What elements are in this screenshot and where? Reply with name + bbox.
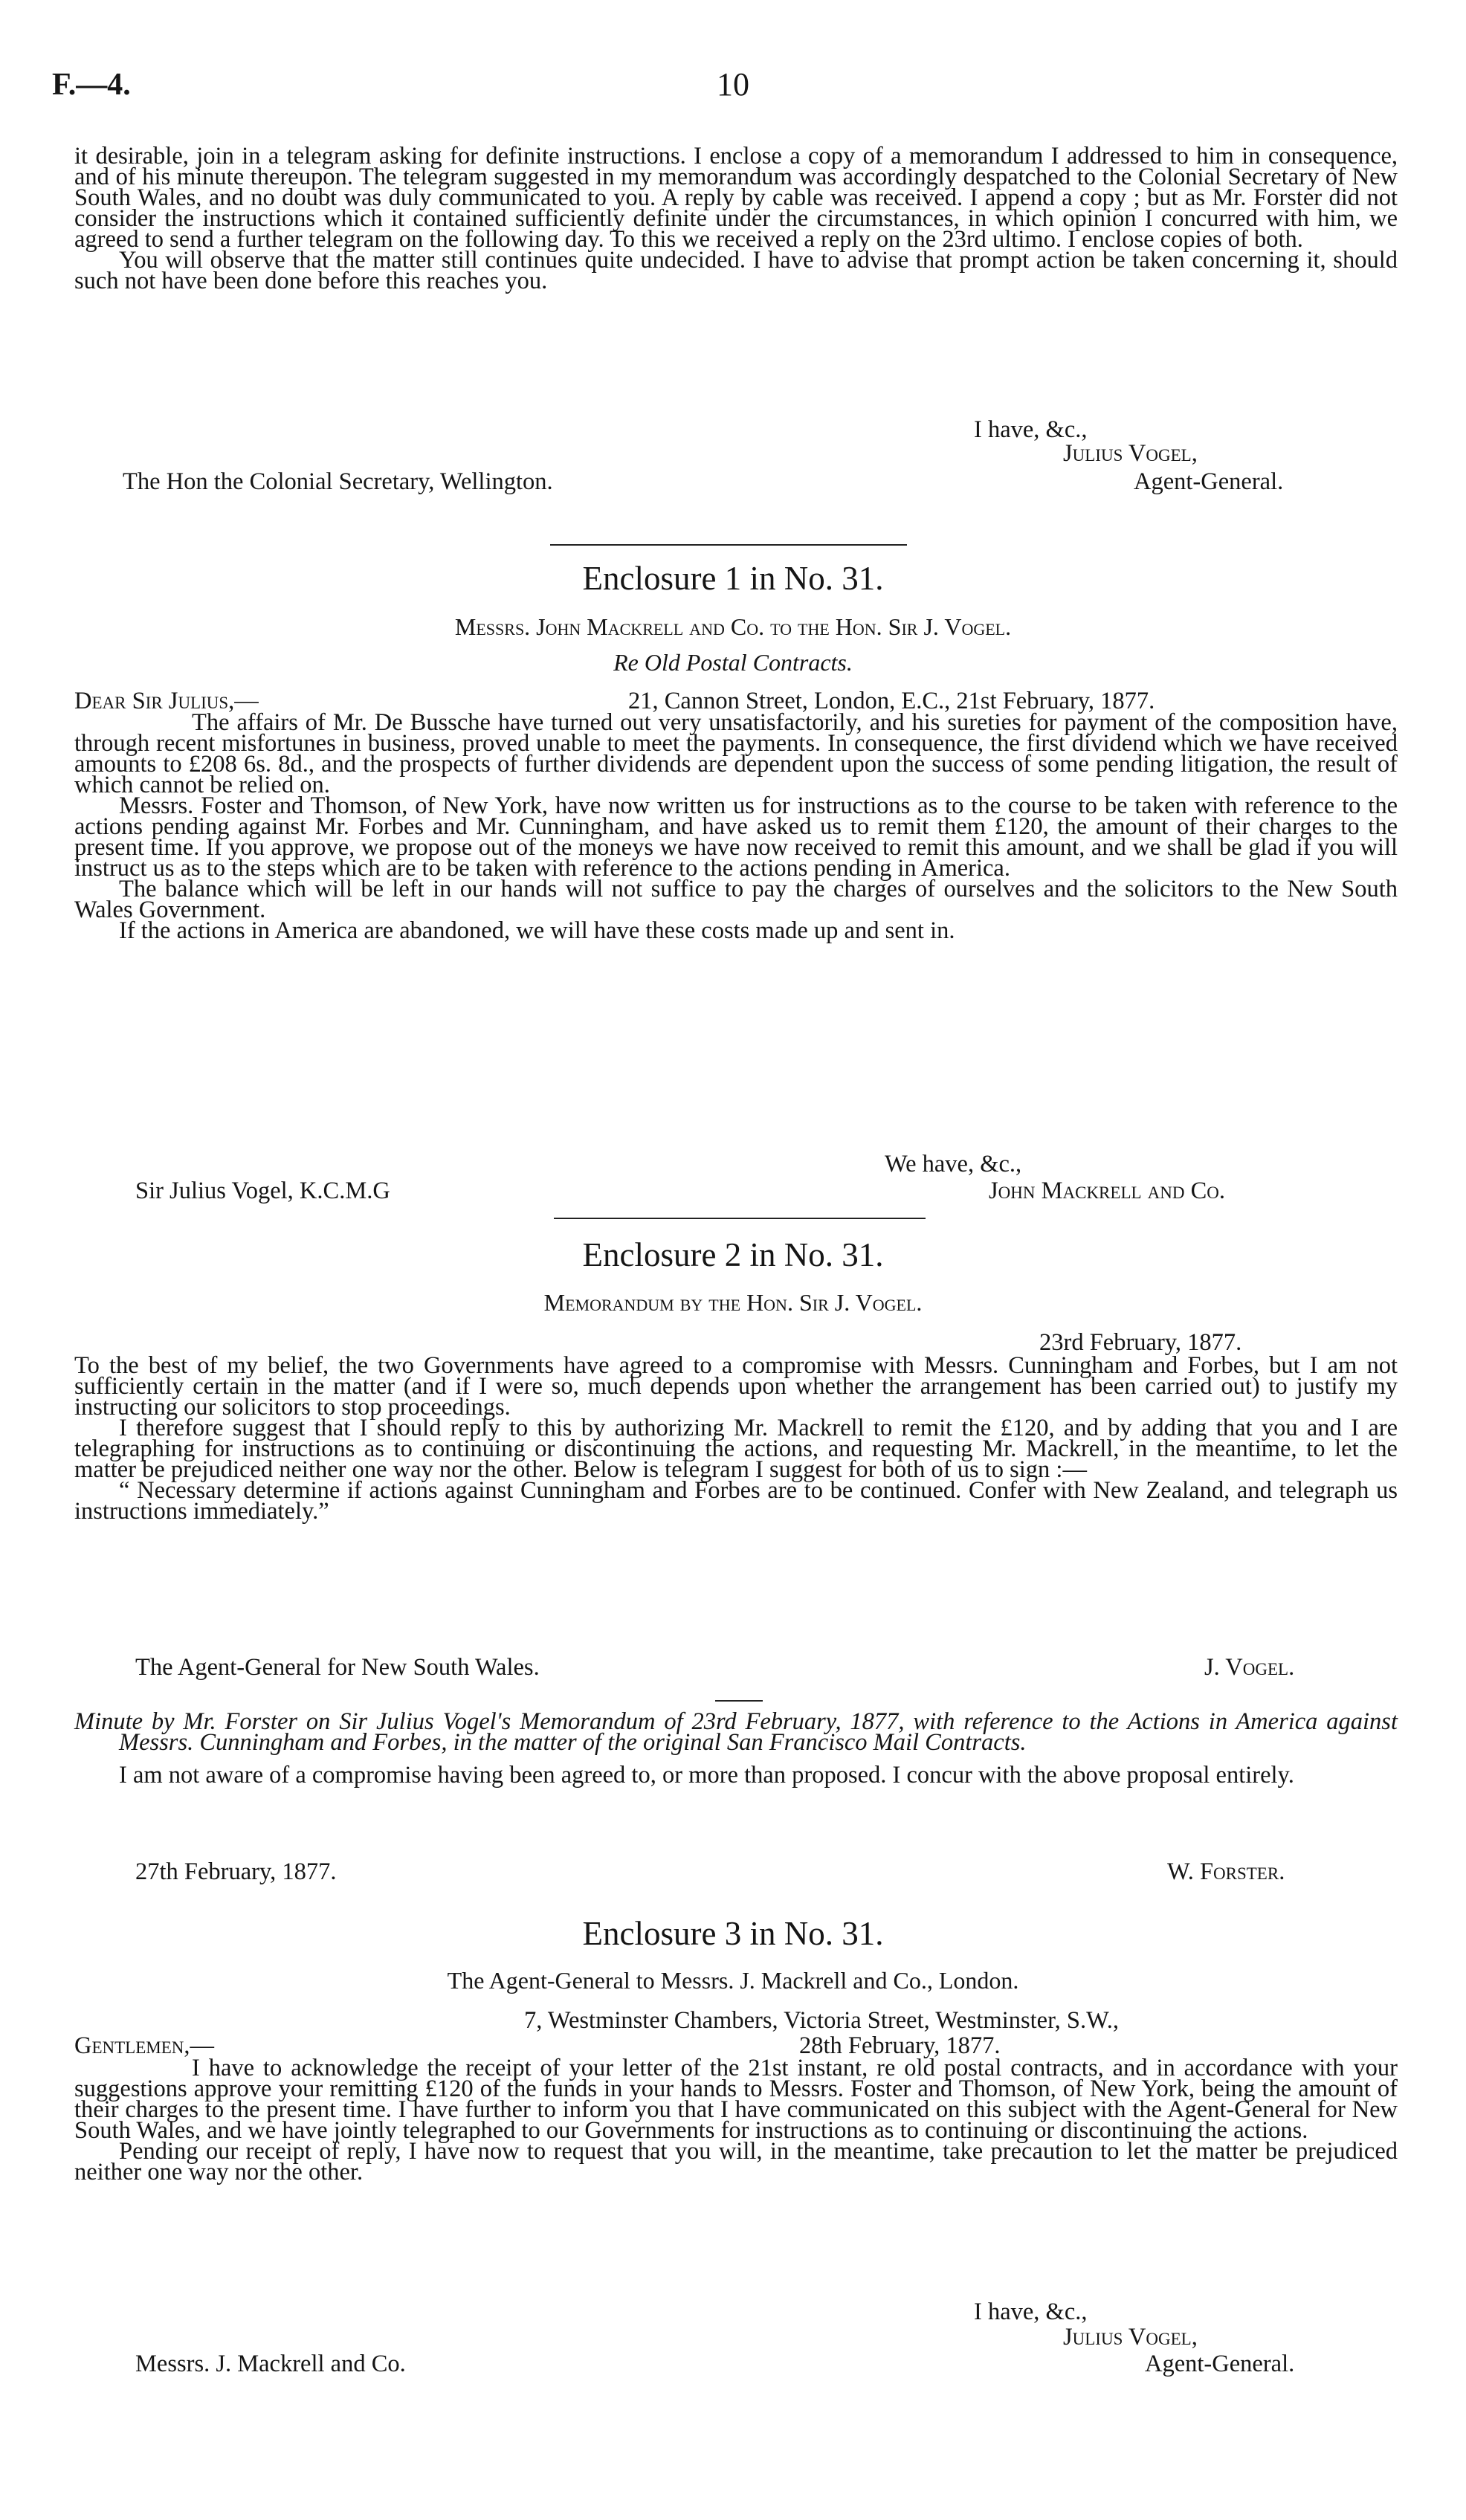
enclosure-1-paragraph-4: If the actions in America are abandoned, we will have these costs made up and sent in.: [119, 917, 955, 944]
opening-title: Agent-General.: [1134, 468, 1284, 495]
enclosure-3-title: Enclosure 3 in No. 31.: [582, 1915, 884, 1952]
enclosure-1-signature: John Mackrell and Co.: [989, 1177, 1226, 1204]
enclosure-3-date: 28th February, 1877.: [799, 2032, 1001, 2059]
opening-paragraph-1: it desirable, join in a telegram asking for definite instructions. I enclose a copy of a memorandum I addressed to him in consequence, and of his minute thereupon. The telegram suggested in my memorandum was accordingly despatched to the Colonial Secretary of New South Wales, and no doubt was duly communicated to you. A reply by cable was received. I append a copy ; but as Mr. Forster did not consider the instructions which it contained sufficiently definite under the circumstances, in which opinion I concurred with him, we agreed to send a further telegram on the following day. To this we received a reply on the 23rd ultimo. I enclose copies of both.: [74, 143, 1398, 253]
enclosure-1-paragraph-3: The balance which will be left in our hands will not suffice to pay the charges of ourselves and the solicitors to the New South Wales Government.: [74, 876, 1398, 923]
opening-closing: I have, &c.,: [974, 416, 1088, 443]
enclosure-1-closing: We have, &c.,: [885, 1151, 1022, 1177]
minute-signature: W. Forster.: [1167, 1858, 1285, 1885]
enclosure-3-body: [74, 2055, 1398, 2185]
enclosure-1-paragraph-1: The affairs of Mr. De Bussche have turned out very unsatisfactorily, and his sureties for payment of the composition have, through recent misfortunes in business, proved unable to meet the payments. In consequence, the first dividend which we have received amounts to £208 6s. 8d., and the prospects of further dividends are dependent upon the success of some pending litigation, the result of which cannot be relied on.: [74, 709, 1398, 798]
enclosure-1-title: Enclosure 1 in No. 31.: [582, 560, 884, 597]
enclosure-2-subtitle: Memorandum by the Hon. Sir J. Vogel.: [543, 1289, 923, 1316]
opening-letter: [74, 143, 1398, 294]
minute-text: I am not aware of a compromise having been agreed to, or more than proposed. I concur with the above proposal entirely.: [119, 1762, 1294, 1789]
short-divider-rule: [715, 1700, 763, 1702]
page-reference: F.—4.: [52, 68, 131, 102]
enclosure-2-paragraph-3: “ Necessary determine if actions against Cunningham and Forbes are to be continued. Confer with New Zealand, and telegraph us instructions immediately.”: [74, 1477, 1398, 1525]
opening-addressee: The Hon the Colonial Secretary, Wellington.: [123, 468, 553, 495]
enclosure-2-signature: J. Vogel.: [1204, 1654, 1295, 1681]
enclosure-2-title: Enclosure 2 in No. 31.: [582, 1236, 884, 1273]
enclosure-3-salutation: Gentlemen,—: [74, 2032, 215, 2059]
enclosure-3-paragraph-1: I have to acknowledge the receipt of your letter of the 21st instant, re old postal contracts, and in accordance with your suggestions approve your remitting £120 of the funds in your hands to Messrs. Foster and Thomson, of New York, being the amount of their charges to the present time. I have further to inform you that I have communicated on this subject with the Agent-General for New South Wales, and we have jointly telegraphed to our Governments for instructions as to continuing or discontinuing the actions.: [74, 2055, 1398, 2144]
opening-signature: Julius Vogel,: [1063, 440, 1198, 467]
enclosure-1-body: [74, 709, 1398, 944]
enclosure-2-addressee: The Agent-General for New South Wales.: [135, 1654, 540, 1681]
enclosure-3-closing: I have, &c.,: [974, 2298, 1088, 2325]
enclosure-3-signature: Julius Vogel,: [1063, 2324, 1198, 2351]
forster-minute: [74, 1708, 1398, 1789]
divider-rule: [550, 544, 907, 546]
enclosure-1-addressee: Sir Julius Vogel, K.C.M.G: [135, 1177, 390, 1204]
enclosure-2-paragraph-1: To the best of my belief, the two Governments have agreed to a compromise with Messrs. Cunningham and Forbes, but I am not sufficiently certain in the matter (and if I were so, much depends upon whether the arrangement has been carried out) to justify my instructing our solicitors to stop proceedings.: [74, 1352, 1398, 1421]
enclosure-1-address-date: 21, Cannon Street, London, E.C., 21st February, 1877.: [628, 688, 1155, 714]
minute-heading: Minute by Mr. Forster on Sir Julius Vogel's Memorandum of 23rd February, 1877, with reference to the Actions in America against Messrs. Cunningham and Forbes, in the matter of the original San Francisco Mail Contracts.: [74, 1708, 1398, 1756]
enclosure-1-paragraph-2: Messrs. Foster and Thomson, of New York, have now written us for instructions as to the course to be taken with reference to the actions pending against Mr. Forbes and Mr. Cunningham, and have asked us to remit them £120, the amount of their charges to the present time. If you approve, we propose out of the moneys we have now received to remit this amount, and we shall be glad if you will instruct us as to the steps which are to be taken with reference to the actions pending in America.: [74, 792, 1398, 882]
enclosure-1-from-to: Messrs. John Mackrell and Co. to the Hon. Sir J. Vogel.: [454, 613, 1012, 640]
enclosure-2-body: [74, 1352, 1398, 1525]
enclosure-2-paragraph-2: I therefore suggest that I should reply to this by authorizing Mr. Mackrell to remit the £120, and by adding that you and I are telegraphing for instructions as to continuing or discontinuing the actions, and requesting Mr. Mackrell, in the meantime, to let the matter be prejudiced neither one way nor the other. Below is telegram I suggest for both of us to sign :—: [74, 1415, 1398, 1483]
enclosure-3-from-to: The Agent-General to Messrs. J. Mackrell and Co., London.: [447, 1967, 1019, 1994]
divider-rule: [554, 1218, 926, 1219]
enclosure-2-date: 23rd February, 1877.: [1039, 1329, 1242, 1356]
enclosure-1-subject: Re Old Postal Contracts.: [613, 649, 853, 676]
enclosure-1-salutation: Dear Sir Julius,—: [74, 688, 259, 714]
minute-date: 27th February, 1877.: [135, 1858, 337, 1885]
enclosure-3-addressee: Messrs. J. Mackrell and Co.: [135, 2351, 406, 2377]
opening-paragraph-2: You will observe that the matter still continues quite undecided. I have to advise that prompt action be taken concerning it, should such not have been done before this reaches you.: [74, 247, 1398, 294]
enclosure-3-address: 7, Westminster Chambers, Victoria Street, Westminster, S.W.,: [524, 2007, 1120, 2034]
page-number: 10: [717, 66, 749, 103]
enclosure-3-title-line: Agent-General.: [1145, 2351, 1295, 2377]
enclosure-3-paragraph-2: Pending our receipt of reply, I have now to request that you will, in the meantime, take precaution to let the matter be prejudiced neither one way nor the other.: [74, 2138, 1398, 2185]
